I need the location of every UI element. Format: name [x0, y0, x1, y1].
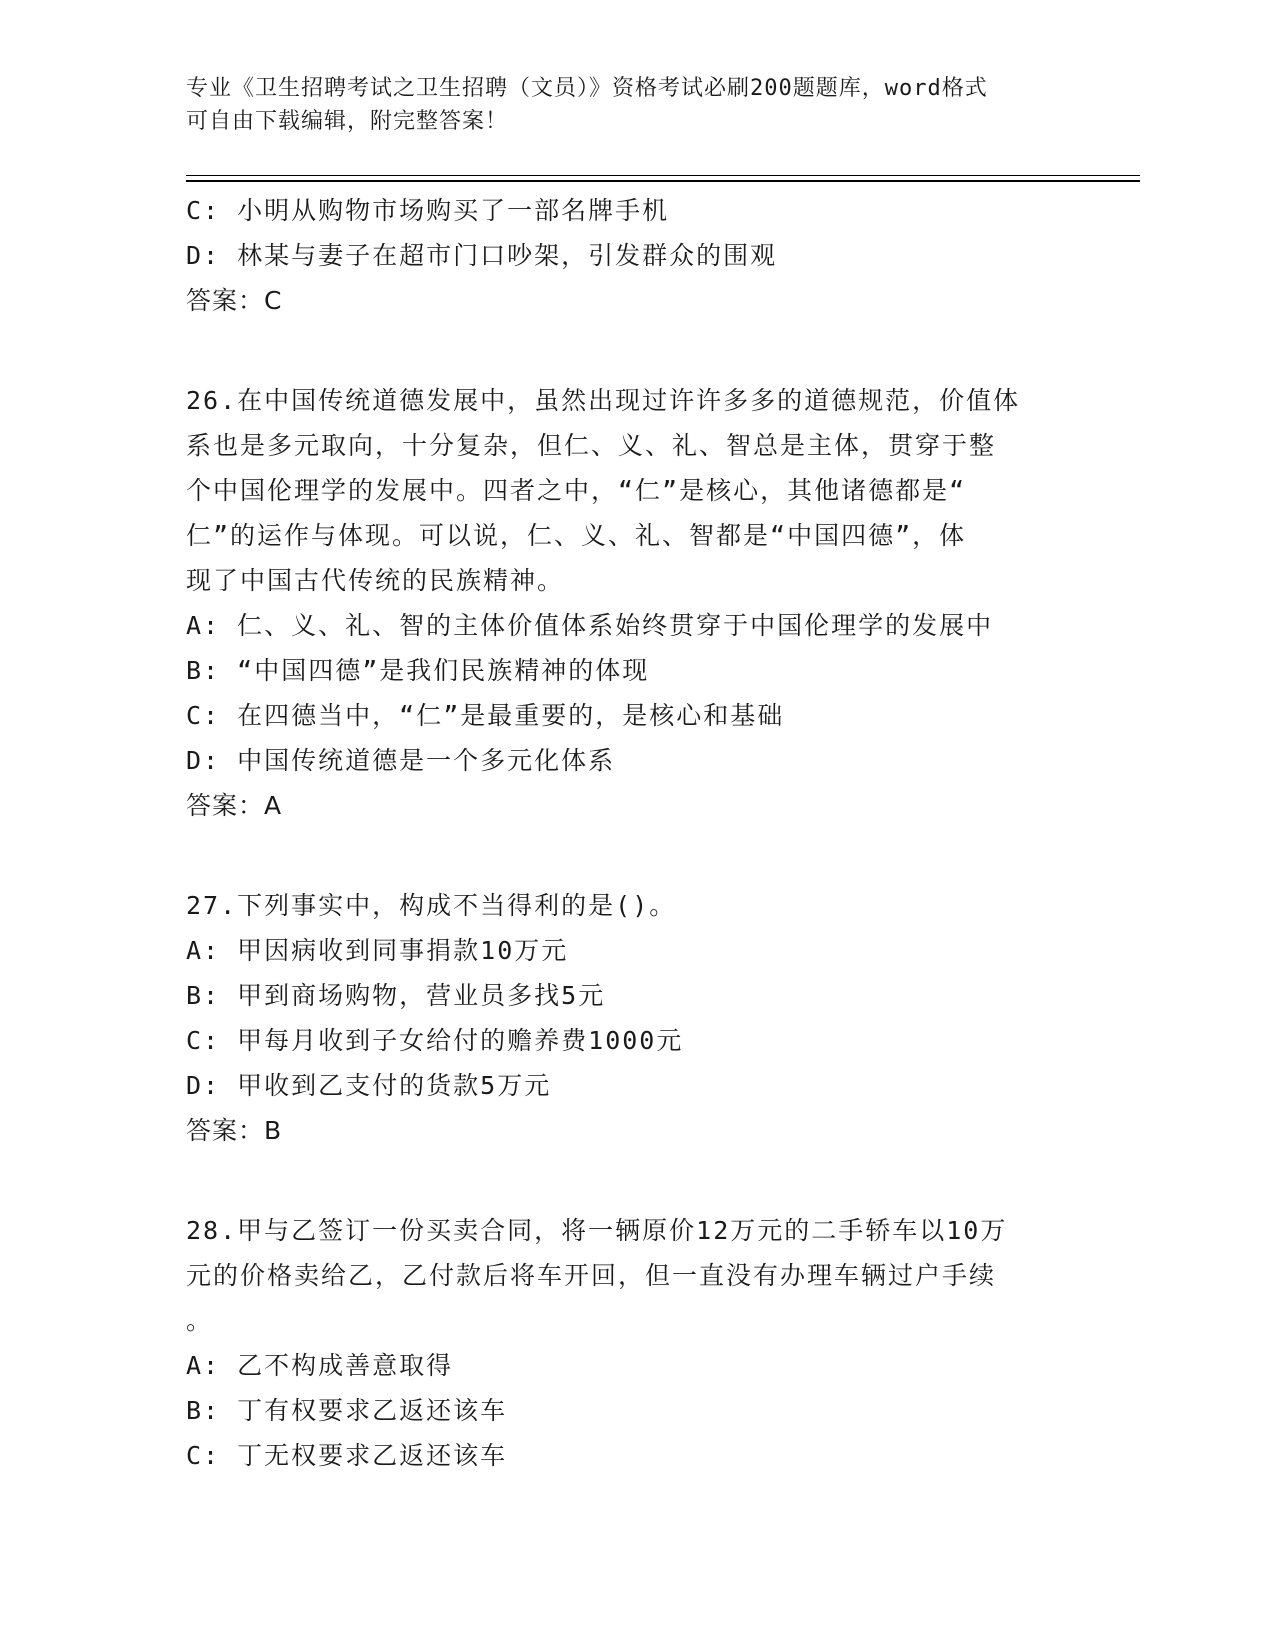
option-d: D: 中国传统道德是一个多元化体系: [186, 746, 616, 775]
option-a: A: 甲因病收到同事捐款10万元: [186, 936, 569, 965]
question-25-tail: [186, 188, 1066, 323]
question-content: [186, 188, 1066, 1478]
option-c: C: 小明从购物市场购买了一部名牌手机: [186, 196, 670, 225]
option-c: C: 在四德当中，“仁”是最重要的，是核心和基础: [186, 701, 785, 730]
option-c: C: 丁无权要求乙返还该车: [186, 1441, 508, 1470]
stem-line: 元的价格卖给乙，乙付款后将车开回，但一直没有办理车辆过户手续: [186, 1261, 997, 1290]
question-spacer: [186, 828, 1066, 883]
question-spacer: [186, 1153, 1066, 1208]
answer-line: 答案：B: [186, 1116, 283, 1145]
answer-line: 答案：C: [186, 286, 283, 315]
header-rule-thick: [186, 180, 1140, 182]
option-b: B: 甲到商场购物，营业员多找5元: [186, 981, 606, 1010]
option-a: A: 仁、义、礼、智的主体价值体系始终贯穿于中国伦理学的发展中: [186, 611, 994, 640]
stem-line: 26.在中国传统道德发展中，虽然出现过许许多多的道德规范，价值体: [186, 386, 1021, 415]
option-d: D: 甲收到乙支付的货款5万元: [186, 1071, 552, 1100]
question-26: [186, 378, 1066, 828]
question-stem: [186, 1208, 1066, 1343]
option-c: C: 甲每月收到子女给付的赡养费1000元: [186, 1026, 684, 1055]
stem-line: 现了中国古代传统的民族精神。: [186, 566, 565, 595]
question-28: [186, 1208, 1066, 1478]
header-title-line-1: 专业《卫生招聘考试之卫生招聘（文员）》资格考试必刷200题题库，word格式: [186, 76, 988, 101]
option-d: D: 林某与妻子在超市门口吵架，引发群众的围观: [186, 241, 778, 270]
stem-line: 个中国伦理学的发展中。四者之中，“仁”是核心，其他诸德都是“: [186, 476, 967, 505]
option-b: B: “中国四德”是我们民族精神的体现: [186, 656, 650, 685]
question-spacer: [186, 323, 1066, 378]
stem-line: 28.甲与乙签订一份买卖合同，将一辆原价12万元的二手轿车以10万: [186, 1216, 1008, 1245]
option-a: A: 乙不构成善意取得: [186, 1351, 454, 1380]
header-title-line-2: 可自由下载编辑，附完整答案！: [186, 109, 509, 134]
answer-line: 答案：A: [186, 791, 283, 820]
question-stem: [186, 378, 1066, 603]
stem-line: 仁”的运作与体现。可以说，仁、义、礼、智都是“中国四德”，体: [186, 521, 967, 550]
option-b: B: 丁有权要求乙返还该车: [186, 1396, 508, 1425]
stem-line: 系也是多元取向，十分复杂，但仁、义、礼、智总是主体，贯穿于整: [186, 431, 997, 460]
question-stem: [186, 883, 1066, 928]
page-header: [186, 72, 1066, 138]
question-27: [186, 883, 1066, 1153]
header-rule-thin: [186, 175, 1140, 176]
stem-line: 。: [186, 1306, 214, 1335]
stem-line: 27.下列事实中，构成不当得利的是()。: [186, 891, 677, 920]
